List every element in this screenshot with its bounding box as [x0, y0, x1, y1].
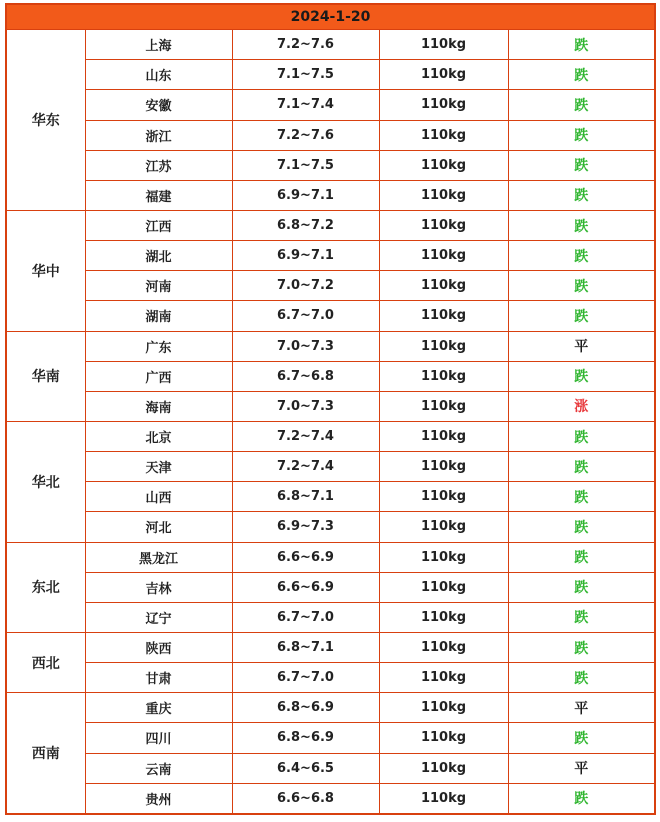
trend-cell: 跌 — [508, 572, 655, 602]
region-cell: 华东 — [6, 30, 85, 211]
price-cell: 7.1~7.5 — [232, 60, 379, 90]
trend-cell: 跌 — [508, 632, 655, 662]
price-cell: 7.2~7.4 — [232, 452, 379, 482]
table-row — [6, 241, 655, 271]
table-row — [6, 391, 655, 421]
trend-cell: 跌 — [508, 602, 655, 632]
table-row — [6, 301, 655, 331]
table-row — [6, 452, 655, 482]
province-cell: 吉林 — [85, 572, 232, 602]
weight-cell: 110kg — [379, 30, 508, 60]
weight-cell: 110kg — [379, 663, 508, 693]
weight-cell: 110kg — [379, 331, 508, 361]
province-cell: 重庆 — [85, 693, 232, 723]
province-cell: 广西 — [85, 361, 232, 391]
region-cell: 华北 — [6, 421, 85, 542]
trend-cell: 跌 — [508, 180, 655, 210]
province-cell: 云南 — [85, 753, 232, 783]
trend-cell: 跌 — [508, 783, 655, 814]
table-row — [6, 150, 655, 180]
table-row — [6, 542, 655, 572]
table-row — [6, 572, 655, 602]
province-cell: 安徽 — [85, 90, 232, 120]
table-row — [6, 90, 655, 120]
trend-cell: 平 — [508, 693, 655, 723]
region-cell: 华南 — [6, 331, 85, 421]
price-cell: 6.7~7.0 — [232, 301, 379, 331]
trend-cell: 跌 — [508, 241, 655, 271]
table-row — [6, 60, 655, 90]
weight-cell: 110kg — [379, 542, 508, 572]
trend-cell: 跌 — [508, 452, 655, 482]
trend-cell: 跌 — [508, 30, 655, 60]
weight-cell: 110kg — [379, 693, 508, 723]
province-cell: 四川 — [85, 723, 232, 753]
table-row — [6, 783, 655, 814]
weight-cell: 110kg — [379, 271, 508, 301]
weight-cell: 110kg — [379, 723, 508, 753]
trend-cell: 跌 — [508, 210, 655, 240]
province-cell: 黑龙江 — [85, 542, 232, 572]
province-cell: 陕西 — [85, 632, 232, 662]
province-cell: 湖南 — [85, 301, 232, 331]
trend-cell: 跌 — [508, 482, 655, 512]
table-row — [6, 632, 655, 662]
price-cell: 6.8~7.2 — [232, 210, 379, 240]
price-cell: 6.9~7.3 — [232, 512, 379, 542]
table-row — [6, 602, 655, 632]
price-cell: 6.9~7.1 — [232, 180, 379, 210]
trend-cell: 平 — [508, 753, 655, 783]
trend-cell: 跌 — [508, 421, 655, 451]
price-cell: 7.2~7.4 — [232, 421, 379, 451]
province-cell: 福建 — [85, 180, 232, 210]
price-cell: 7.0~7.3 — [232, 391, 379, 421]
table-row — [6, 210, 655, 240]
table-row — [6, 482, 655, 512]
price-cell: 6.8~7.1 — [232, 632, 379, 662]
price-cell: 7.0~7.3 — [232, 331, 379, 361]
weight-cell: 110kg — [379, 482, 508, 512]
weight-cell: 110kg — [379, 421, 508, 451]
trend-cell: 跌 — [508, 663, 655, 693]
trend-cell: 平 — [508, 331, 655, 361]
region-cell: 西南 — [6, 693, 85, 814]
price-cell: 7.1~7.4 — [232, 90, 379, 120]
price-cell: 6.6~6.9 — [232, 542, 379, 572]
weight-cell: 110kg — [379, 210, 508, 240]
weight-cell: 110kg — [379, 391, 508, 421]
price-cell: 6.8~7.1 — [232, 482, 379, 512]
weight-cell: 110kg — [379, 180, 508, 210]
table-row — [6, 30, 655, 60]
province-cell: 贵州 — [85, 783, 232, 814]
table-row — [6, 723, 655, 753]
table-row — [6, 120, 655, 150]
weight-cell: 110kg — [379, 753, 508, 783]
weight-cell: 110kg — [379, 512, 508, 542]
price-cell: 6.7~7.0 — [232, 663, 379, 693]
date-header-row — [6, 4, 655, 30]
weight-cell: 110kg — [379, 150, 508, 180]
price-cell: 6.6~6.9 — [232, 572, 379, 602]
table-row — [6, 331, 655, 361]
table-row — [6, 663, 655, 693]
province-cell: 湖北 — [85, 241, 232, 271]
region-cell: 西北 — [6, 632, 85, 692]
region-cell: 华中 — [6, 210, 85, 331]
trend-cell: 跌 — [508, 150, 655, 180]
price-cell: 6.7~6.8 — [232, 361, 379, 391]
price-cell: 6.7~7.0 — [232, 602, 379, 632]
table-row — [6, 512, 655, 542]
province-cell: 北京 — [85, 421, 232, 451]
weight-cell: 110kg — [379, 783, 508, 814]
table-body — [6, 4, 655, 814]
province-cell: 山西 — [85, 482, 232, 512]
table-row — [6, 361, 655, 391]
date-header: 2024-1-20 — [6, 4, 655, 30]
province-cell: 浙江 — [85, 120, 232, 150]
trend-cell: 跌 — [508, 120, 655, 150]
price-cell: 6.6~6.8 — [232, 783, 379, 814]
price-cell: 6.8~6.9 — [232, 723, 379, 753]
weight-cell: 110kg — [379, 120, 508, 150]
province-cell: 山东 — [85, 60, 232, 90]
region-cell: 东北 — [6, 542, 85, 632]
table-row — [6, 180, 655, 210]
price-cell: 7.0~7.2 — [232, 271, 379, 301]
weight-cell: 110kg — [379, 90, 508, 120]
province-cell: 河南 — [85, 271, 232, 301]
price-table — [5, 3, 656, 815]
price-cell: 7.1~7.5 — [232, 150, 379, 180]
trend-cell: 跌 — [508, 512, 655, 542]
province-cell: 江苏 — [85, 150, 232, 180]
table-row — [6, 271, 655, 301]
weight-cell: 110kg — [379, 602, 508, 632]
weight-cell: 110kg — [379, 241, 508, 271]
province-cell: 广东 — [85, 331, 232, 361]
price-cell: 7.2~7.6 — [232, 30, 379, 60]
weight-cell: 110kg — [379, 301, 508, 331]
province-cell: 天津 — [85, 452, 232, 482]
price-cell: 7.2~7.6 — [232, 120, 379, 150]
trend-cell: 跌 — [508, 723, 655, 753]
weight-cell: 110kg — [379, 361, 508, 391]
price-cell: 6.4~6.5 — [232, 753, 379, 783]
trend-cell: 跌 — [508, 301, 655, 331]
weight-cell: 110kg — [379, 632, 508, 662]
weight-cell: 110kg — [379, 60, 508, 90]
trend-cell: 跌 — [508, 542, 655, 572]
price-cell: 6.8~6.9 — [232, 693, 379, 723]
weight-cell: 110kg — [379, 452, 508, 482]
trend-cell: 跌 — [508, 60, 655, 90]
province-cell: 河北 — [85, 512, 232, 542]
weight-cell: 110kg — [379, 572, 508, 602]
province-cell: 辽宁 — [85, 602, 232, 632]
trend-cell: 涨 — [508, 391, 655, 421]
table-row — [6, 693, 655, 723]
province-cell: 江西 — [85, 210, 232, 240]
table-row — [6, 753, 655, 783]
trend-cell: 跌 — [508, 90, 655, 120]
province-cell: 海南 — [85, 391, 232, 421]
price-cell: 6.9~7.1 — [232, 241, 379, 271]
trend-cell: 跌 — [508, 361, 655, 391]
trend-cell: 跌 — [508, 271, 655, 301]
province-cell: 甘肃 — [85, 663, 232, 693]
province-cell: 上海 — [85, 30, 232, 60]
table-row — [6, 421, 655, 451]
